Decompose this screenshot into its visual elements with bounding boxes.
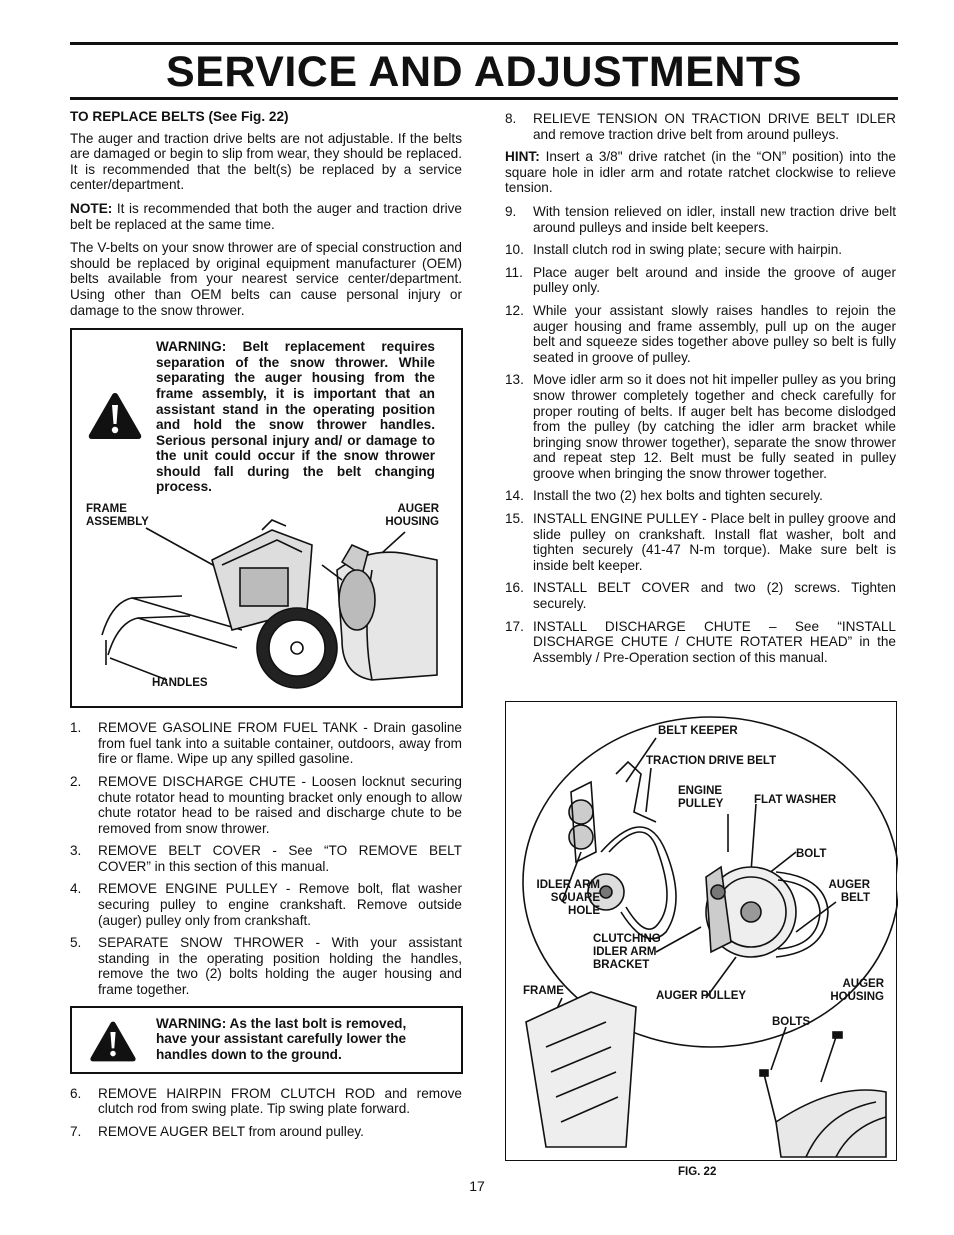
step-title: SEPARATE SNOW THROWER: [98, 935, 304, 951]
step-text: [98, 720, 462, 767]
left-column: [70, 109, 462, 1146]
label-traction-drive-belt: TRACTION DRIVE BELT: [646, 755, 777, 767]
step-title: REMOVE HAIRPIN FROM CLUTCH ROD: [98, 1085, 376, 1101]
figure-22-belt-routing: [505, 701, 897, 1161]
label-frame-assembly-line1: FRAME: [86, 503, 127, 516]
label-engine-pulley-line2: PULLEY: [678, 798, 724, 810]
step-number: 6.: [70, 1085, 82, 1101]
label-idler-line1: IDLER ARM: [536, 879, 600, 891]
label-engine-pulley-line1: ENGINE: [678, 785, 723, 797]
step-title: REMOVE BELT COVER: [98, 843, 261, 859]
step-title: REMOVE GASOLINE FROM FUEL TANK: [98, 720, 358, 736]
hint-label: HINT:: [505, 149, 540, 165]
label-clutching-idler-arm-bracket: [593, 933, 661, 972]
step-title: REMOVE ENGINE PULLEY: [98, 881, 278, 897]
step-number: 4.: [70, 881, 82, 897]
warning-box-belt-replacement: [70, 328, 463, 708]
step-text: [98, 881, 462, 928]
step-body: - With your assistant standing in the operating position holding the handles, remove the two (2) bolts holding the auger housing and frame together.: [98, 935, 462, 998]
step-text: INSTALL DISCHARGE CHUTE – See “INSTALL DISCHARGE CHUTE / CHUTE ROTATER HEAD” in the Assembly / Pre-Operation section of this manual.: [533, 618, 896, 665]
step-number: 10.: [505, 242, 524, 258]
belt-routing-illustration: [506, 702, 898, 1162]
step-13: [505, 372, 896, 481]
snow-thrower-separation-illustration: [72, 330, 465, 710]
step-body: and remove traction drive belt from around pulleys.: [533, 126, 840, 142]
step-8: [505, 111, 896, 142]
step-text: [98, 935, 462, 997]
label-bolts: BOLTS: [772, 1016, 811, 1028]
step-7: [70, 1124, 462, 1140]
step-text: With tension relieved on idler, install new traction drive belt around pulleys and inside belt keepers.: [533, 203, 896, 235]
step-text: [533, 111, 896, 142]
section-heading: TO REPLACE BELTS (See Fig. 22): [70, 109, 289, 124]
label-frame-assembly-line2: ASSEMBLY: [86, 516, 149, 529]
step-body: - See “TO REMOVE BELT COVER” in this section of this manual.: [98, 843, 462, 874]
oem-paragraph: The V-belts on your snow thrower are of special construction and should be replaced by original equipment manufacturer (OEM) belts available from your nearest service center/department. Using other than OEM belts can cause personal injury or damage to the snow thrower.: [70, 240, 462, 318]
step-text: [98, 843, 462, 874]
hint-text: Insert a 3/8" drive ratchet (in the “ON” position) into the square hole in idler arm and rotate ratchet clockwise to relieve tension.: [505, 149, 896, 196]
label-clutching-line1: CLUTCHING: [593, 933, 661, 945]
page-number: 17: [469, 1178, 485, 1194]
label-clutching-line3: BRACKET: [593, 959, 650, 971]
step-body: from around pulley.: [244, 1123, 364, 1139]
step-text: [98, 1086, 462, 1117]
step-text: [98, 1124, 462, 1140]
top-rule: [70, 42, 898, 45]
step-text: INSTALL BELT COVER and two (2) screws. Tighten securely.: [533, 580, 896, 612]
step-text: INSTALL ENGINE PULLEY - Place belt in pulley groove and slide pulley on crankshaft. Install flat washer, bolt and tighten securely (41-47 N-m torque). Make sure belt is inside belt keeper.: [533, 511, 896, 573]
step-number: 17.: [505, 618, 524, 634]
warning-text-last-bolt: WARNING: As the last bolt is removed, have your assistant carefully lower the handles down to the ground.: [156, 1015, 407, 1062]
step-5: [70, 935, 462, 997]
label-belt-keeper: BELT KEEPER: [658, 725, 738, 737]
label-frame: FRAME: [523, 985, 564, 997]
step-text: [98, 774, 462, 836]
step-text: Move idler arm so it does not hit impeller pulley as you bring snow thrower completely together and check carefully for proper routing of belts. If auger belt has become dislodged from the pulley (by catching the idler arm bracket while bringing snow thrower together), separate the snow thrower and repeat step 12. Belt must be fully seated in pulley groove when bringing the snow thrower together.: [533, 372, 896, 481]
warning-triangle-icon: [88, 1019, 138, 1064]
label-idler-arm-square-hole: [530, 879, 600, 918]
step-3: [70, 843, 462, 874]
label-auger-housing-line2: HOUSING: [830, 991, 884, 1003]
label-bolt: BOLT: [796, 848, 827, 860]
label-auger-housing-line1: AUGER: [842, 978, 884, 990]
note-text: It is recommended that both the auger and traction drive belt be replaced at the same time.: [70, 200, 462, 232]
step-9: [505, 204, 896, 235]
step-text: Install the two (2) hex bolts and tighten securely.: [533, 488, 823, 504]
step-number: 8.: [505, 111, 517, 126]
step-11: [505, 265, 896, 296]
label-auger-housing-line2: HOUSING: [385, 516, 439, 529]
step-14: [505, 488, 896, 504]
step-body: - Loosen locknut securing chute rotator head to mounting bracket only enough to allow chute rotator head to be raised and discharge chute to be removed from snow thrower.: [98, 773, 462, 836]
step-title: REMOVE DISCHARGE CHUTE: [98, 773, 296, 789]
step-title: RELIEVE TENSION ON TRACTION DRIVE BELT IDLER: [533, 111, 896, 126]
step-number: 14.: [505, 488, 524, 504]
label-flat-washer: FLAT WASHER: [754, 794, 837, 806]
step-number: 9.: [505, 203, 517, 219]
step-4: [70, 881, 462, 928]
label-engine-pulley: [678, 785, 723, 811]
step-12: [505, 303, 896, 365]
step-number: 16.: [505, 580, 524, 596]
step-number: 11.: [505, 264, 523, 280]
step-text: Place auger belt around and inside the groove of auger pulley only.: [533, 264, 896, 296]
step-17: [505, 619, 896, 666]
label-auger-pulley: AUGER PULLEY: [656, 990, 747, 1002]
page-title: SERVICE AND ADJUSTMENTS: [166, 48, 802, 96]
right-column: [505, 111, 896, 672]
step-number: 5.: [70, 935, 82, 951]
hint-paragraph: [505, 149, 896, 196]
label-auger-belt-line2: BELT: [840, 892, 870, 904]
note-paragraph: [70, 201, 462, 232]
step-body: - Remove bolt, flat washer securing pulley to engine crankshaft. Remove outside (auger) pulley only from crankshaft.: [98, 881, 462, 928]
intro-paragraph: The auger and traction drive belts are not adjustable. If the belts are damaged or begin to slip from wear, they should be replaced. It is recommended that the belt(s) be replaced by a service center/department.: [70, 130, 462, 193]
step-16: [505, 580, 896, 611]
step-number: 15.: [505, 511, 524, 527]
step-text: While your assistant slowly raises handles to rejoin the auger housing and frame assembly, pull up on the auger belt and squeeze sides together above pulley so belt is fully seated in groove of pulley.: [533, 302, 896, 365]
step-body: - Drain gasoline from fuel tank into a suitable container, outdoors, away from fire or flame. Wipe up any spilled gasoline.: [98, 720, 462, 767]
label-handles: HANDLES: [152, 677, 208, 690]
step-body: and remove clutch rod from swing plate. Tip swing plate forward.: [98, 1085, 462, 1117]
note-label: NOTE:: [70, 200, 113, 216]
label-auger-belt: [824, 879, 870, 905]
label-idler-line3: HOLE: [568, 905, 600, 917]
step-1: [70, 720, 462, 767]
step-number: 2.: [70, 773, 82, 789]
steps-list-2: [70, 1086, 462, 1140]
step-15: [505, 511, 896, 573]
step-title: REMOVE AUGER BELT: [98, 1123, 245, 1139]
step-number: 1.: [70, 720, 82, 736]
steps-list-1: [70, 720, 462, 998]
warning-text-belt-replacement: WARNING: Belt replacement requires separation of the snow thrower. While separating the auger housing from the frame assembly, it is important that an assistant stand in the operating position and hold the snow thrower handles. Serious personal injury and/ or damage to the unit could occur if the snow thrower should fall during the belt changing process.: [156, 339, 435, 495]
label-clutching-line2: IDLER ARM: [593, 946, 657, 958]
step-number: 12.: [505, 302, 524, 318]
figure-caption: FIG. 22: [678, 1166, 717, 1178]
label-auger-housing-line1: AUGER: [397, 503, 439, 516]
label-auger-belt-line1: AUGER: [828, 879, 870, 891]
step-number: 13.: [505, 372, 524, 388]
step-text: Install clutch rod in swing plate; secure with hairpin.: [533, 242, 843, 258]
label-idler-line2: SQUARE: [550, 892, 600, 904]
step-2: [70, 774, 462, 836]
step-number: 3.: [70, 843, 82, 859]
warning-box-last-bolt: [70, 1006, 463, 1074]
step-10: [505, 242, 896, 258]
label-auger-housing: [824, 978, 884, 1004]
step-6: [70, 1086, 462, 1117]
step-number: 7.: [70, 1123, 82, 1139]
title-underline: [70, 97, 898, 100]
